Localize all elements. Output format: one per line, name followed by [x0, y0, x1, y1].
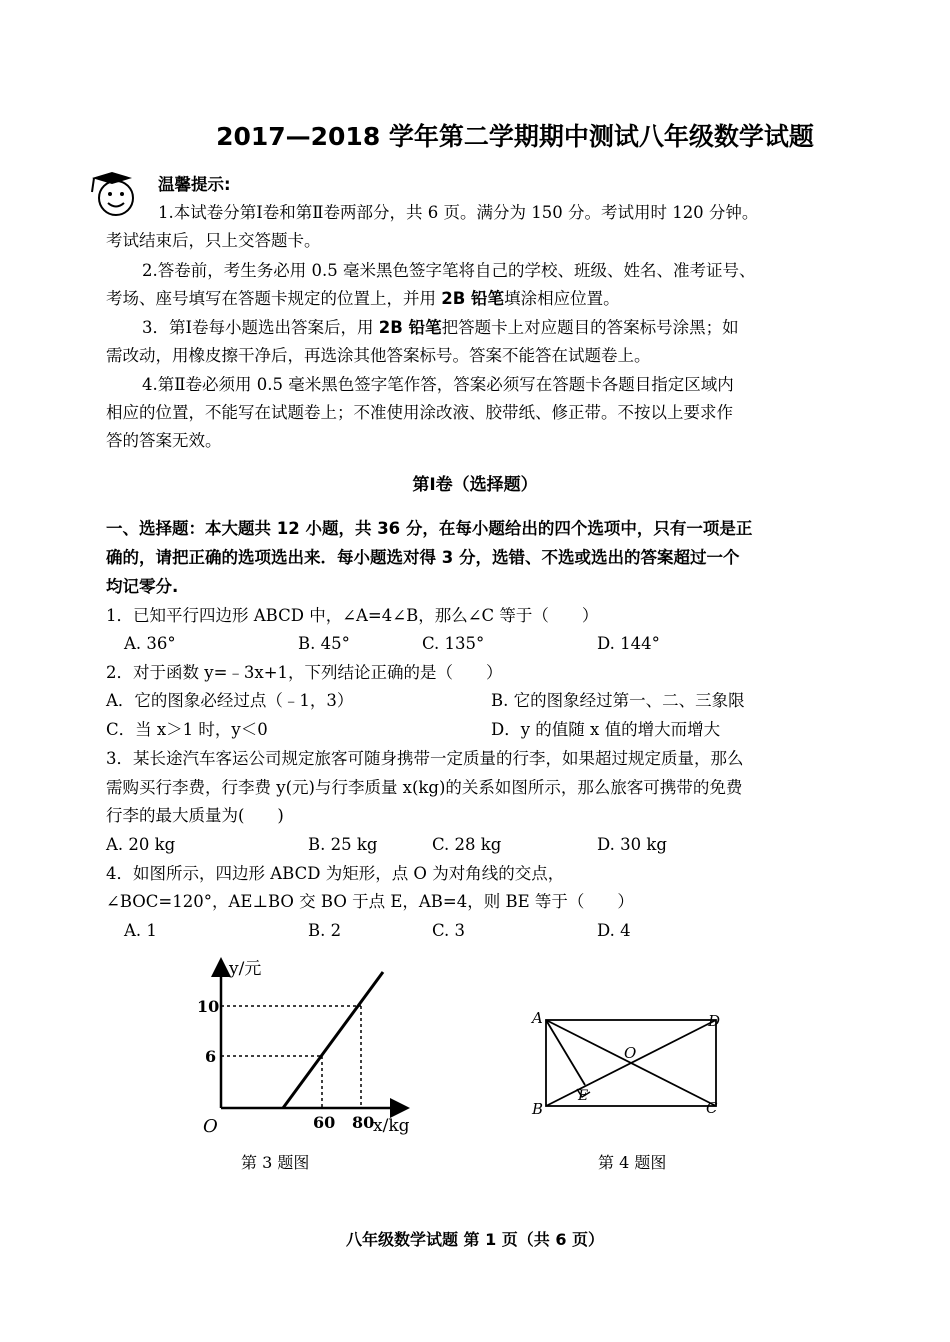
q4-option-b: B. 2 [308, 921, 342, 940]
q4-option-a: A. 1 [124, 921, 157, 940]
y-axis-label: y/元 [229, 959, 262, 979]
tip-4-line-2: 相应的位置，不能写在试题卷上；不准使用涂改液、胶带纸、修正带。不按以上要求作 [106, 403, 733, 422]
tip-4-line-1: 4.第Ⅱ卷必须用 0.5 毫米黑色签字笔作答，答案必须写在答题卡各题目指定区域内 [142, 375, 734, 394]
q3-line-1: 3．某长途汽车客运公司规定旅客可随身携带一定质量的行李，如果超过规定质量，那么 [106, 749, 744, 768]
tip-2-text-b: 填涂相应位置。 [504, 289, 620, 308]
q2-option-b: B. 它的图象经过第一、二、三象限 [491, 691, 745, 710]
label-a: A [532, 1009, 543, 1027]
tip-1-line-2: 考试结束后，只上交答题卡。 [106, 231, 321, 250]
label-c: C [706, 1099, 718, 1117]
tip-3-pencil: 2B 铅笔 [378, 318, 442, 337]
figure-3-caption: 第 3 题图 [241, 1153, 310, 1172]
q3-line-3: 行李的最大质量为( ) [106, 806, 284, 825]
q2-option-c: C．当 x＞1 时，y＜0 [106, 720, 268, 739]
tip-3-text-a: 3．第Ⅰ卷每小题选出答案后，用 [142, 318, 379, 337]
q1-option-a: A. 36° [124, 634, 176, 653]
tip-2-pencil: 2B 铅笔 [441, 289, 505, 308]
q1-option-d: D. 144° [597, 634, 660, 653]
tip-2-text-a: 考场、座号填写在答题卡规定的位置上，并用 [106, 289, 442, 308]
x-tick-60: 60 [313, 1113, 336, 1132]
q1-option-c: C. 135° [422, 634, 485, 653]
q1-option-b: B. 45° [298, 634, 350, 653]
y-tick-6: 6 [205, 1047, 217, 1066]
page-footer: 八年级数学试题 第 1 页（共 6 页） [345, 1230, 605, 1249]
q3-option-d: D. 30 kg [597, 835, 667, 854]
q3-option-c: C. 28 kg [432, 835, 502, 854]
smiley-icon [86, 168, 144, 220]
tip-3-line-1 [142, 313, 739, 343]
q3-option-b: B. 25 kg [308, 835, 378, 854]
tip-1-line-1: 1.本试卷分第Ⅰ卷和第Ⅱ卷两部分，共 6 页。满分为 150 分。考试用时 120 分钟。 [158, 203, 759, 222]
q4-line-1: 4．如图所示，四边形 ABCD 为矩形，点 O 为对角线的交点， [106, 864, 565, 883]
tip-3-text-b: 把答题卡上对应题目的答案标号涂黑；如 [441, 318, 739, 337]
label-e: E [578, 1088, 589, 1104]
label-b: B [532, 1100, 544, 1118]
label-d: D [708, 1012, 721, 1030]
tips-heading: 温馨提示: [158, 175, 231, 194]
tip-3-line-2: 需改动，用橡皮擦干净后，再选涂其他答案标号。答案不能答在试题卷上。 [106, 346, 651, 365]
label-o: O [624, 1044, 637, 1062]
section-title: 第Ⅰ卷（选择题） [412, 475, 538, 495]
q4-option-c: C. 3 [432, 921, 466, 940]
figure-4-caption: 第 4 题图 [598, 1153, 667, 1172]
q3-line-2: 需购买行李费，行李费 y(元)与行李质量 x(kg)的关系如图所示，那么旅客可携带的免费 [106, 778, 743, 797]
x-tick-80: 80 [352, 1113, 375, 1132]
tip-2-line-2 [106, 284, 620, 314]
q2-option-a: A．它的图象必经过点（﹣1，3） [106, 691, 354, 710]
q2-stem: 2．对于函数 y=﹣3x+1，下列结论正确的是（ ） [106, 663, 503, 682]
tip-4-line-3: 答的答案无效。 [106, 431, 222, 450]
figure-3-graph [195, 952, 430, 1137]
q1-stem: 1．已知平行四边形 ABCD 中，∠A=4∠B，那么∠C 等于（ ） [106, 606, 599, 625]
origin-label: O [203, 1116, 218, 1137]
figure-4-diagram [528, 1005, 733, 1125]
x-axis-label: x/kg [373, 1116, 410, 1136]
q4-line-2: ∠BOC=120°，AE⊥BO 交 BO 于点 E，AB=4，则 BE 等于（ ） [106, 892, 634, 911]
instructions-line-2: 确的，请把正确的选项选出来．每小题选对得 3 分，选错、不选或选出的答案超过一个 [106, 548, 740, 567]
instructions-line-1: 一、选择题：本大题共 12 小题，共 36 分，在每小题给出的四个选项中，只有一项是正 [106, 519, 753, 538]
q3-option-a: A. 20 kg [106, 835, 176, 854]
q2-option-d: D．y 的值随 x 值的增大而增大 [491, 720, 721, 739]
fee-line [283, 972, 383, 1108]
page-title: 2017—2018 学年第二学期期中测试八年级数学试题 [216, 122, 814, 151]
instructions-line-3: 均记零分. [106, 577, 179, 596]
y-tick-10: 10 [197, 997, 220, 1016]
q4-option-d: D. 4 [597, 921, 631, 940]
tip-2-line-1: 2.答卷前，考生务必用 0.5 毫米黑色签字笔将自己的学校、班级、姓名、准考证号、 [142, 261, 756, 280]
